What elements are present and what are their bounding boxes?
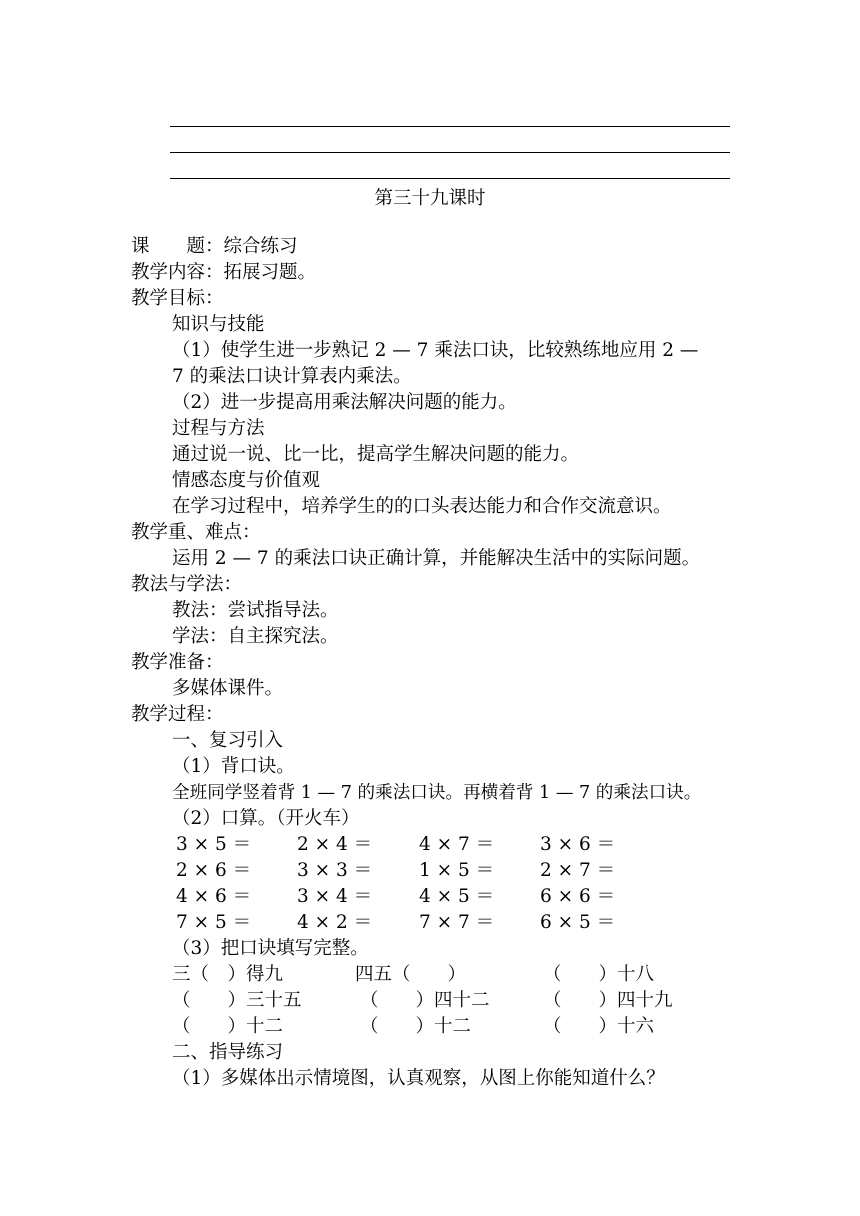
- teaching-method: 教法：尝试指导法。: [172, 600, 339, 621]
- process-steps-heading: 教学过程：: [131, 704, 224, 725]
- process-text: 通过说一说、比一比，提高学生解决问题的能力。: [172, 444, 580, 465]
- step-1-3: （3）把口诀填写完整。: [172, 938, 369, 959]
- blank-cell: （ ）十二: [172, 1016, 284, 1037]
- calc-cell: 2 × 7 ＝: [540, 860, 616, 881]
- knowledge-item-2: （2）进一步提高用乘法解决问题的能力。: [172, 392, 517, 413]
- calc-cell: 2 × 4 ＝: [297, 834, 373, 855]
- calc-cell: 6 × 5 ＝: [540, 912, 616, 933]
- calc-cell: 4 × 2 ＝: [297, 912, 373, 933]
- blank-cell: （ ）十八: [543, 964, 655, 985]
- step-1-1-text: 全班同学竖着背 1 — 7 的乘法口诀。再横着背 1 — 7 的乘法口诀。: [172, 783, 702, 803]
- calc-cell: 4 × 5 ＝: [419, 886, 495, 907]
- calc-cell: 7 × 7 ＝: [419, 912, 495, 933]
- step-2-1: （1）多媒体出示情境图，认真观察，从图上你能知道什么？: [172, 1068, 665, 1089]
- blank-cell: （ ）四十九: [543, 990, 673, 1011]
- part-1-heading: 一、复习引入: [172, 730, 284, 751]
- blank-cell: （ ）十六: [543, 1016, 655, 1037]
- calc-cell: 3 × 3 ＝: [297, 860, 373, 881]
- methods-heading: 教法与学法：: [131, 574, 243, 595]
- calc-cell: 1 × 5 ＝: [419, 860, 495, 881]
- goals-heading: 教学目标：: [131, 288, 224, 309]
- calc-cell: 4 × 6 ＝: [176, 886, 252, 907]
- learning-method: 学法：自主探究法。: [172, 626, 339, 647]
- blank-cell: 四五（ ）: [355, 964, 467, 985]
- key-points-heading: 教学重、难点：: [131, 522, 261, 543]
- attitude-heading: 情感态度与价值观: [172, 470, 321, 491]
- process-heading: 过程与方法: [172, 418, 265, 439]
- topic-line: 课 题：综合练习: [131, 236, 298, 257]
- calc-cell: 3 × 4 ＝: [297, 886, 373, 907]
- blank-cell: （ ）十二: [360, 1016, 472, 1037]
- knowledge-item-1-line-1: （1）使学生进一步熟记 2 — 7 乘法口诀，比较熟练地应用 2 —: [172, 340, 699, 361]
- calc-cell: 4 × 7 ＝: [419, 834, 495, 855]
- calc-cell: 3 × 6 ＝: [540, 834, 616, 855]
- lesson-title: 第三十九课时: [374, 188, 486, 209]
- calc-cell: 2 × 6 ＝: [176, 860, 252, 881]
- header-rule-3: [170, 178, 730, 179]
- step-1-1: （1）背口诀。: [172, 756, 295, 777]
- part-2-heading: 二、指导练习: [172, 1042, 284, 1063]
- calc-cell: 7 × 5 ＝: [176, 912, 252, 933]
- calc-cell: 6 × 6 ＝: [540, 886, 616, 907]
- prep-text: 多媒体课件。: [172, 678, 284, 699]
- header-rule-2: [170, 152, 730, 153]
- content-line: 教学内容：拓展习题。: [131, 262, 317, 283]
- blank-cell: 三（ ）得九: [172, 964, 284, 985]
- knowledge-heading: 知识与技能: [172, 314, 265, 335]
- blank-cell: （ ）三十五: [172, 990, 302, 1011]
- step-1-2: （2）口算。（开火车）: [172, 808, 360, 829]
- knowledge-item-1-line-2: 7 的乘法口诀计算表内乘法。: [172, 366, 412, 387]
- attitude-text: 在学习过程中，培养学生的的口头表达能力和合作交流意识。: [172, 496, 672, 517]
- blank-cell: （ ）四十二: [360, 990, 490, 1011]
- key-points-text: 运用 2 — 7 的乘法口诀正确计算，并能解决生活中的实际问题。: [172, 548, 701, 569]
- prep-heading: 教学准备：: [131, 652, 224, 673]
- calc-cell: 3 × 5 ＝: [176, 834, 252, 855]
- header-rule-1: [170, 126, 730, 127]
